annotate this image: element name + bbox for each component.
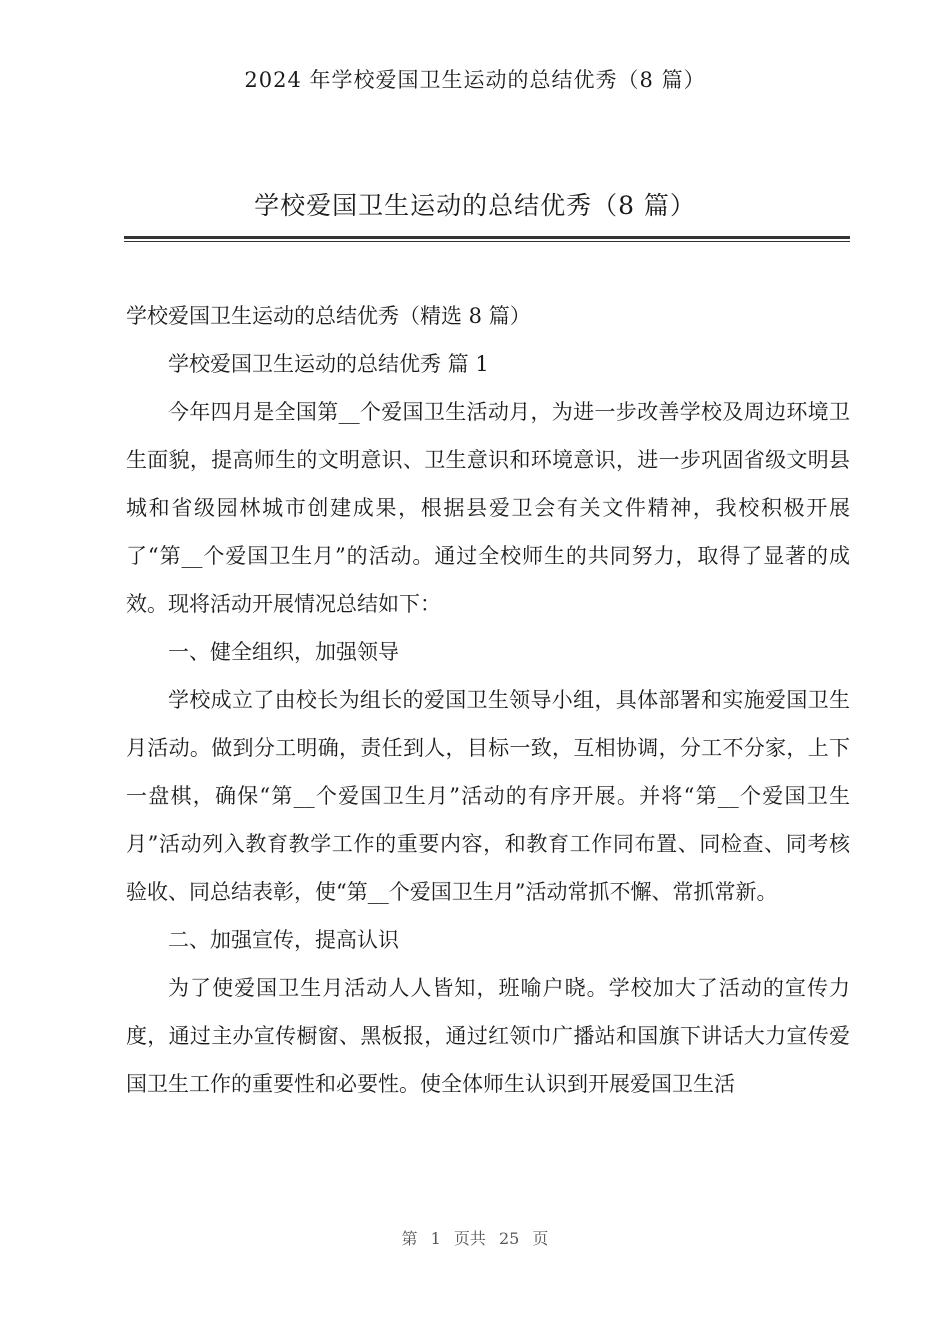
title-rule-thick (124, 236, 850, 239)
document-title: 学校爱国卫生运动的总结优秀（8 篇） (254, 191, 696, 220)
title-rule-thin (124, 241, 850, 242)
body-paragraph: 为了使爱国卫生月活动人人皆知，班喻户晓。学校加大了活动的宣传力度，通过主办宣传橱窗、黑板报，通过红领巾广播站和国旗下讲话大力宣传爱国卫生工作的重要性和必要性。使全体师生认识到开展爱国卫生活 (126, 976, 850, 1096)
section-heading: 一、健全组织，加强领导 (168, 640, 399, 664)
section-heading: 二、加强宣传，提高认识 (168, 928, 399, 952)
body-paragraph: 学校成立了由校长为组长的爱国卫生领导小组，具体部署和实施爱国卫生月活动。做到分工明确，责任到人，目标一致，互相协调，分工不分家，上下一盘棋，确保“第__个爱国卫生月”活动的有序开展。并将“第__个爱国卫生月”活动列入教育教学工作的重要内容，和教育工作同布置、同检查、同考核验收、同总结表彰，使“第__个爱国卫生月”活动常抓不懈、常抓常新。 (126, 688, 850, 904)
section-heading: 学校爱国卫生运动的总结优秀 篇 1 (168, 352, 489, 376)
document-body (126, 292, 850, 1108)
subtitle-paragraph: 学校爱国卫生运动的总结优秀（精选 8 篇） (126, 304, 531, 328)
page-number-footer: 第 1 页共 25 页 (401, 1229, 549, 1248)
body-paragraph: 今年四月是全国第__个爱国卫生活动月，为进一步改善学校及周边环境卫生面貌，提高师生的文明意识、卫生意识和环境意识，进一步巩固省级文明县城和省级园林城市创建成果，根据县爱卫会有关文件精神，我校积极开展了“第__个爱国卫生月”的活动。通过全校师生的共同努力，取得了显著的成效。现将活动开展情况总结如下： (126, 400, 850, 616)
running-header: 2024 年学校爱国卫生运动的总结优秀（8 篇） (244, 68, 706, 92)
